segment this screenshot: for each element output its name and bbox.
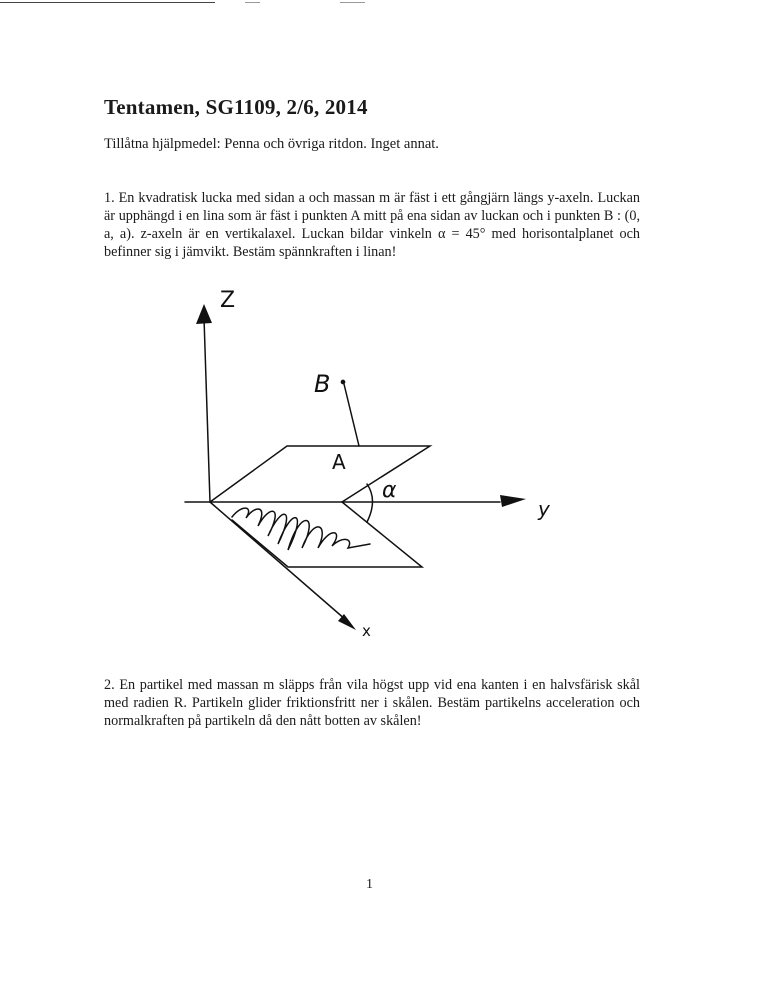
y-axis-label: y xyxy=(538,497,550,521)
problem-text: En kvadratisk lucka med sidan a och massan m är fäst i ett gångjärn längs y-axeln. Luckan är upphängd i en lina som är fäst i punkten A mitt på ena sidan av luckan och i punkten B : (0, a, a). z-axeln är en vertikalaxel. Luckan bildar vinkeln α = 45° med horisontalplanet och befinner sig i jämvikt. Bestäm spännkraften i linan! xyxy=(104,190,640,260)
problem-number: 2. xyxy=(104,677,115,693)
point-b-label: B xyxy=(314,370,331,398)
problem-number: 1. xyxy=(104,190,115,206)
x-axis-arrowhead xyxy=(338,614,356,630)
problem-text: En partikel med massan m släpps från vila högst upp vid ena kanten i en halvsfärisk skål med radien R. Partikeln glider friktionsfritt ner i skålen. Bestäm partikelns acceleration och normalkraften på partikeln då den nått botten av skålen! xyxy=(104,677,641,729)
z-axis-label: Z xyxy=(220,288,236,313)
hatch-figure xyxy=(160,280,560,650)
alpha-label: α xyxy=(382,478,397,503)
scan-artifact-dash xyxy=(245,2,260,3)
scan-artifact-line xyxy=(0,2,215,3)
problem-2 xyxy=(104,676,640,730)
rope xyxy=(344,384,359,446)
point-b-dot xyxy=(341,380,344,383)
page-number: 1 xyxy=(366,877,373,892)
z-axis-arrowhead xyxy=(196,304,212,324)
hatch-upper-plate xyxy=(210,446,430,502)
alpha-arc xyxy=(367,484,373,522)
hatch-scribble xyxy=(232,508,370,550)
z-axis xyxy=(204,318,210,502)
problem-1 xyxy=(104,189,640,261)
x-axis-label: x xyxy=(362,622,371,640)
page-title: Tentamen, SG1109, 2/6, 2014 xyxy=(104,95,368,119)
hatch-lower-plate xyxy=(232,502,422,567)
y-axis-arrowhead xyxy=(500,495,526,507)
scan-artifact-dash xyxy=(340,2,365,3)
allowed-aids: Tillåtna hjälpmedel: Penna och övriga ritdon. Inget annat. xyxy=(104,136,439,152)
point-a-label: A xyxy=(332,450,346,474)
